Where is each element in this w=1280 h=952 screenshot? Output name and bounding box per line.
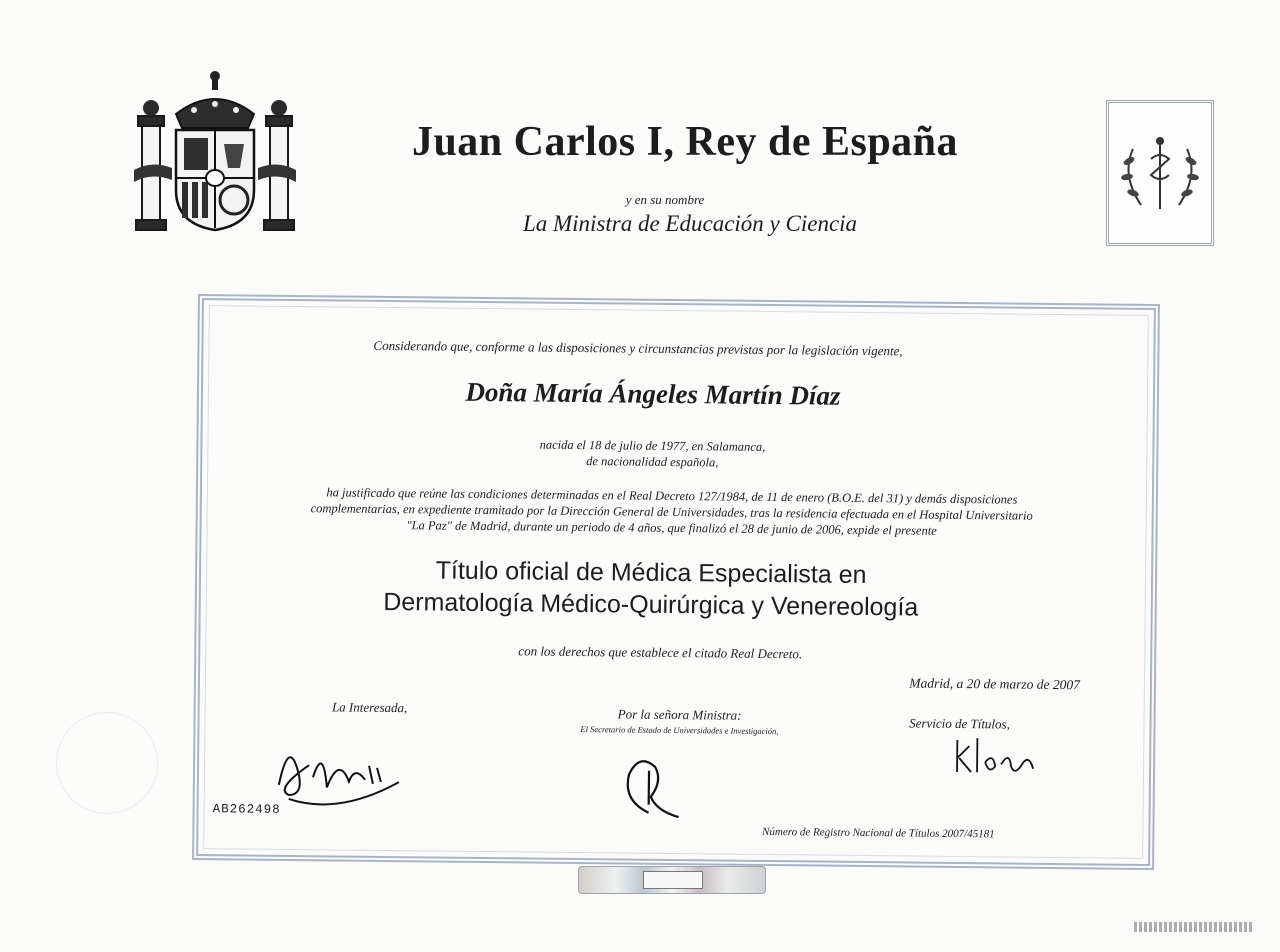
laurel-seal-icon xyxy=(1119,129,1201,219)
certificate-frame xyxy=(192,294,1160,870)
title-service-label: Servicio de Títulos, xyxy=(909,715,1010,732)
coat-of-arms-icon xyxy=(132,64,298,236)
considering-clause: Considerando que, conforme a las disposiciones y circunstancias previstas por la legislación vigente, xyxy=(373,337,903,359)
body-line: complementarias, en expediente tramitado por la Dirección General de Universidades, tras la residencia efectuada en el Hospital Universitario xyxy=(310,501,1033,523)
body-line: ha justificado que reúne las condiciones determinadas en el Real Decreto 127/1984, de 11 de enero (B.O.E. del 31) y demás disposiciones xyxy=(326,485,1018,507)
minister-title: La Ministra de Educación y Ciencia xyxy=(522,211,858,236)
medical-seal xyxy=(1106,100,1214,246)
monarch-title: Juan Carlos I, Rey de España xyxy=(411,119,959,165)
registry-number: Número de Registro Nacional de Títulos 2007/45181 xyxy=(762,825,995,841)
serial-number: AB262498 xyxy=(212,802,281,817)
rights-line: con los derechos que establece el citado Real Decreto. xyxy=(518,643,803,662)
minister-signature-label: Por la señora Ministra: xyxy=(617,706,742,723)
degree-title-line-1: Título oficial de Médica Especialista en xyxy=(435,556,867,590)
issue-date: Madrid, a 20 de marzo de 2007 xyxy=(909,675,1081,693)
hologram-mark xyxy=(643,871,703,889)
holder-signature xyxy=(269,725,410,812)
on-behalf-text: y en su nombre xyxy=(625,192,705,207)
secretary-signature xyxy=(619,750,700,821)
holder-name: Doña María Ángeles Martín Díaz xyxy=(465,376,841,411)
hologram-strip xyxy=(578,866,766,894)
faded-stamp xyxy=(56,712,158,814)
degree-title-line-2: Dermatología Médico-Quirúrgica y Venereología xyxy=(383,587,919,622)
title-service-signature xyxy=(949,732,1040,783)
nationality-line: de nacionalidad española, xyxy=(586,454,719,470)
holder-signature-label: La Interesada, xyxy=(331,699,408,716)
secretary-label: El Secretario de Estado de Universidades e Investigación, xyxy=(580,724,779,737)
birth-line: nacida el 18 de julio de 1977, en Salamanca, xyxy=(539,437,766,454)
scanner-corner-mark xyxy=(1134,922,1254,932)
body-line: "La Paz" de Madrid, durante un periodo de 4 años, que finalizó el 28 de junio de 2006, expide el presente xyxy=(406,518,937,538)
